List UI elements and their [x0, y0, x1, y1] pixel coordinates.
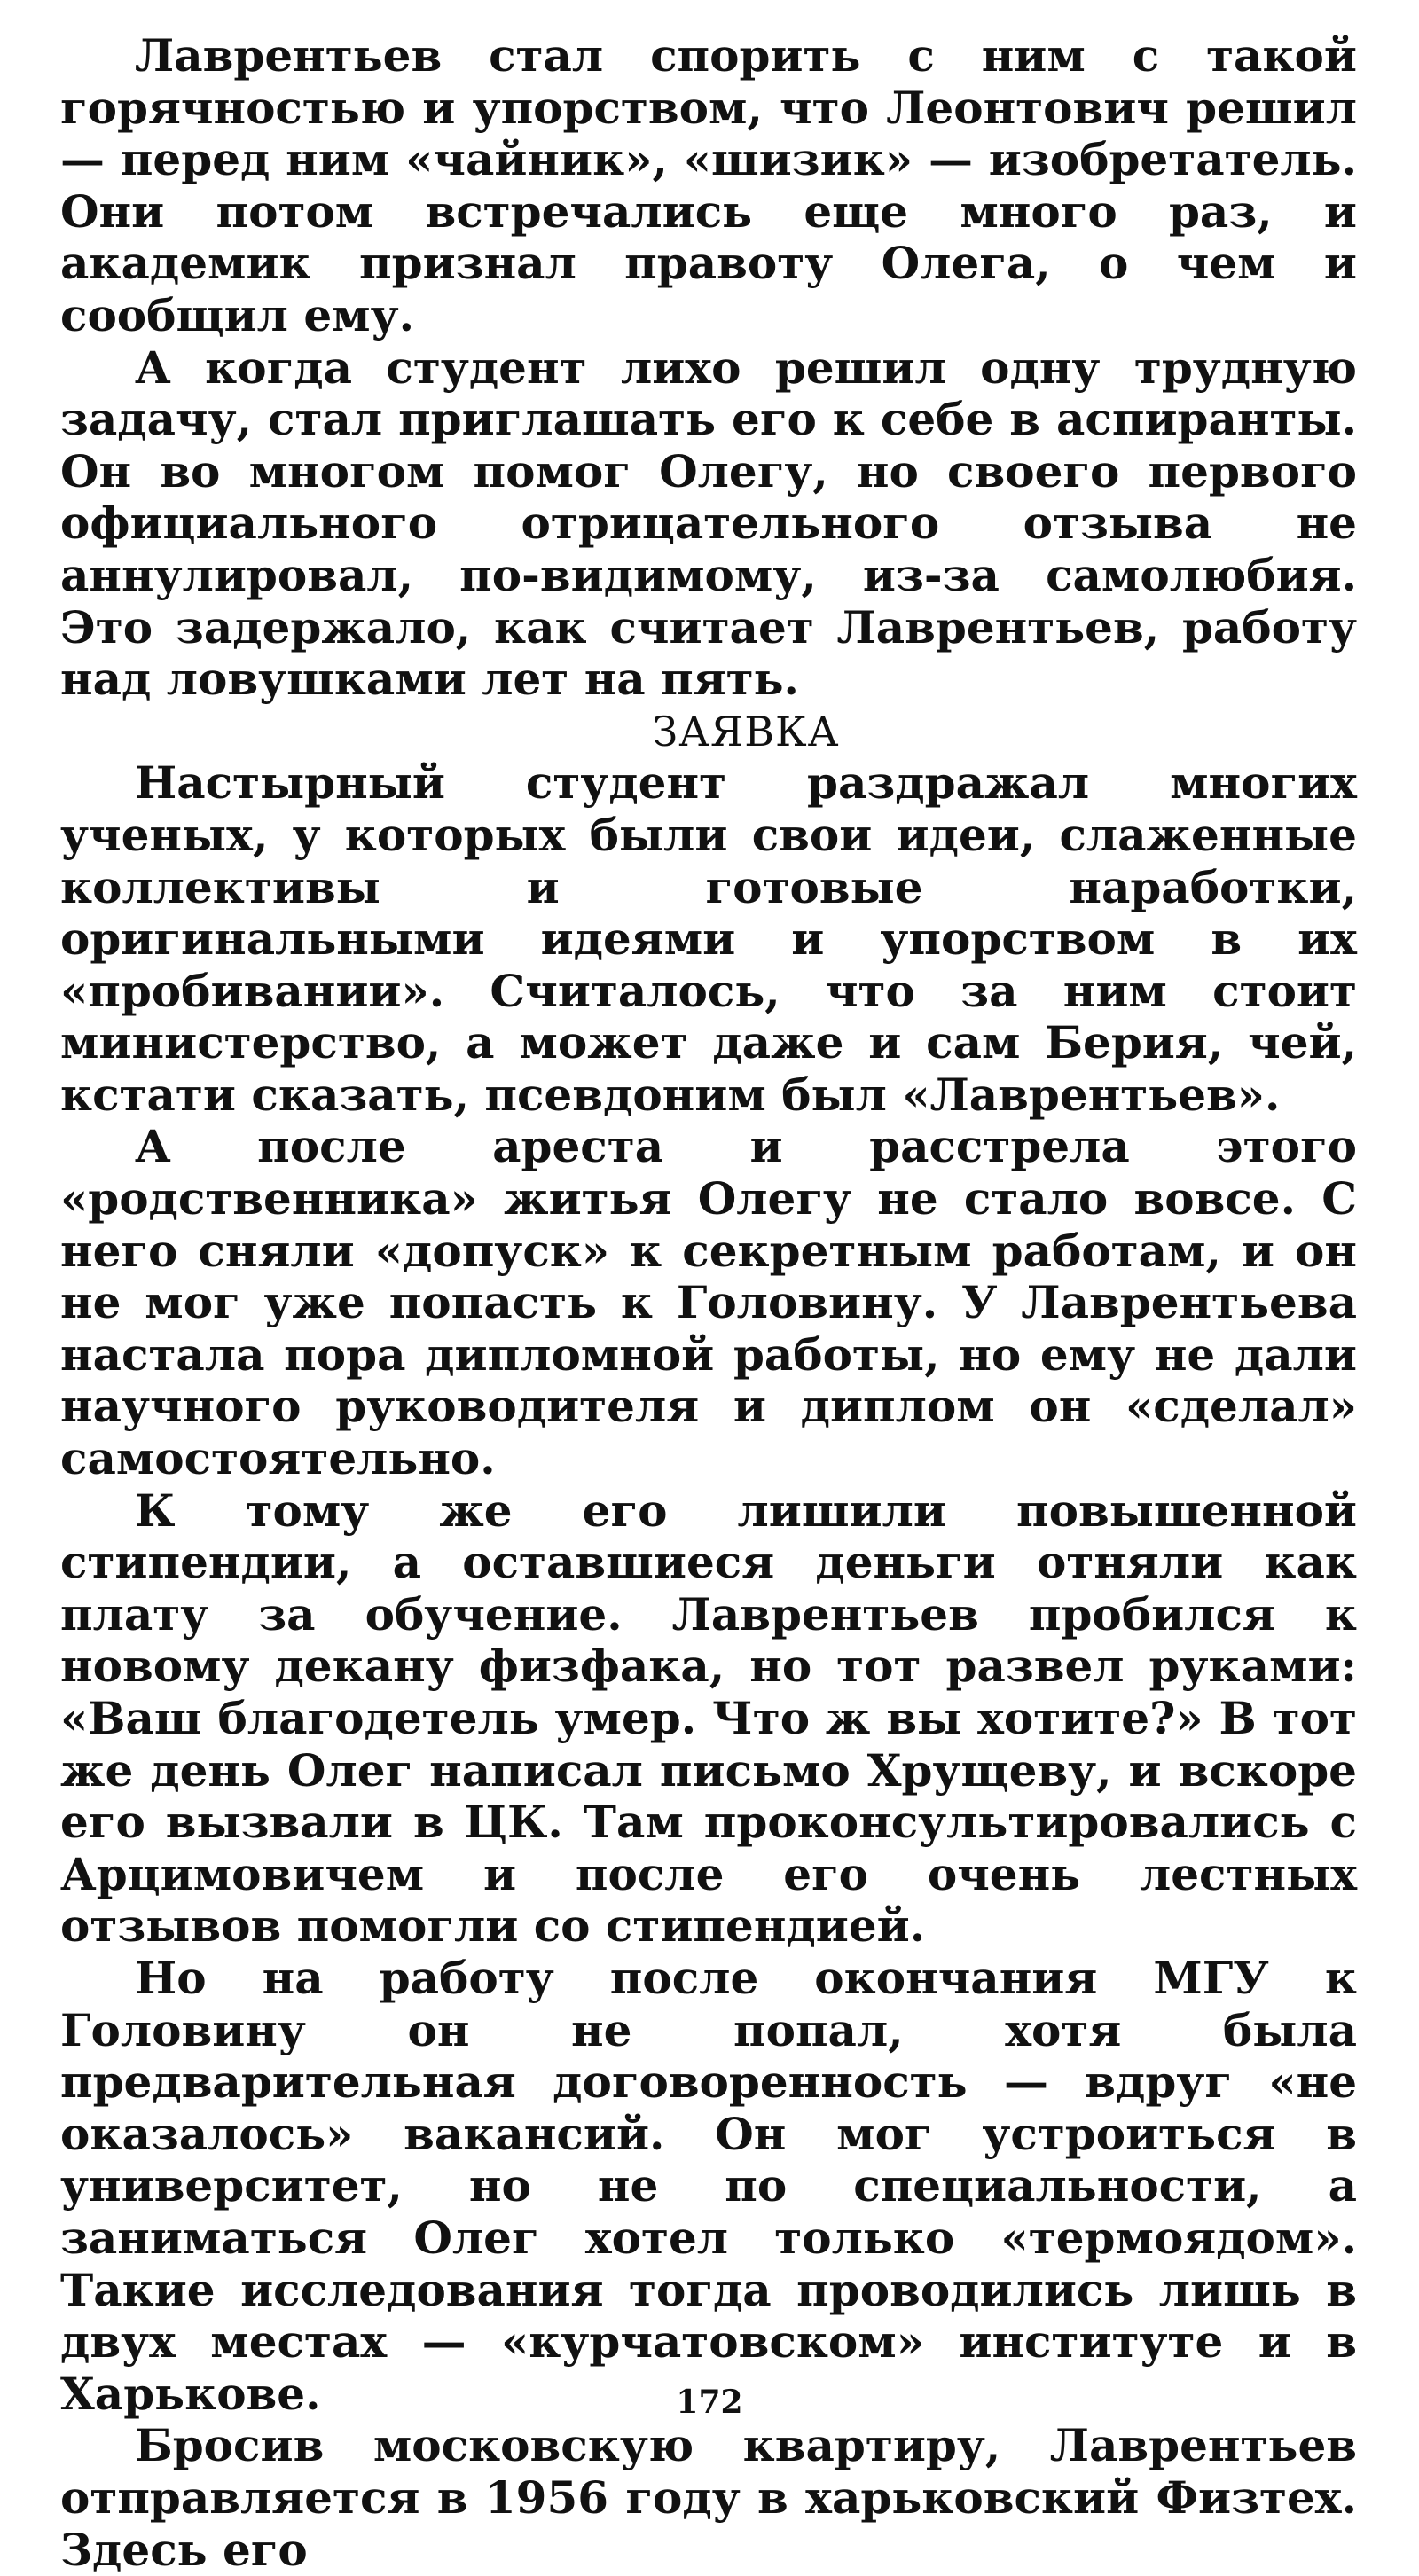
- paragraph: А когда студент лихо решил одну трудную задачу, стал приглашать его к себе в аспиранты. Он во многом помог Олегу, но своего первого официального отрицательного отзыва не аннулировал, по-видимому, из-за самолюбия. Это задержало, как считает Лаврентьев, работу над ловушками лет на пять.: [60, 341, 1357, 706]
- page-text: [60, 30, 1357, 2576]
- paragraph: Настырный студент раздражал многих ученых, у которых были свои идеи, слаженные коллективы и готовые наработки, оригинальными идеями и упорством в их «пробивании». Считалось, что за ним стоит министерство, а может даже и сам Берия, чей, кстати сказать, псевдоним был «Лаврентьев».: [60, 756, 1357, 1121]
- paragraph: Бросив московскую квартиру, Лаврентьев отправляется в 1956 году в харьковский Физтех. Здесь его: [60, 2419, 1357, 2576]
- paragraph: А после ареста и расстрела этого «родственника» житья Олегу не стало вовсе. С него сняли «допуск» к секретным работам, и он не мог уже попасть к Головину. У Лаврентьева настала пора дипломной работы, но ему не дали научного руководителя и диплом он «сделал» самостоятельно.: [60, 1120, 1357, 1485]
- page-number: 172: [676, 2384, 743, 2421]
- section-heading: ЗАЯВКА: [652, 707, 840, 756]
- paragraph: Лаврентьев стал спорить с ним с такой горячностью и упорством, что Леонтович решил — перед ним «чайник», «шизик» — изобретатель. Они потом встречались еще много раз, и академик признал правоту Олега, о чем и сообщил ему.: [60, 29, 1357, 341]
- paragraph: Но на работу после окончания МГУ к Головину он не попал, хотя была предварительная договоренность — вдруг «не оказалось» вакансий. Он мог устроиться в университет, но не по специальности, а заниматься Олег хотел только «термоядом». Такие исследования тогда проводились лишь в двух местах — «курчатовском» институте и в Харькове.: [60, 1951, 1357, 2420]
- paragraph: К тому же его лишили повышенной стипендии, а оставшиеся деньги отняли как плату за обучение. Лаврентьев пробился к новому декану физфака, но тот развел руками: «Ваш благодетель умер. Что ж вы хотите?» В тот же день Олег написал письмо Хрущеву, и вскоре его вызвали в ЦК. Там проконсультировались с Арцимовичем и после его очень лестных отзывов помогли со стипендией.: [60, 1484, 1357, 1953]
